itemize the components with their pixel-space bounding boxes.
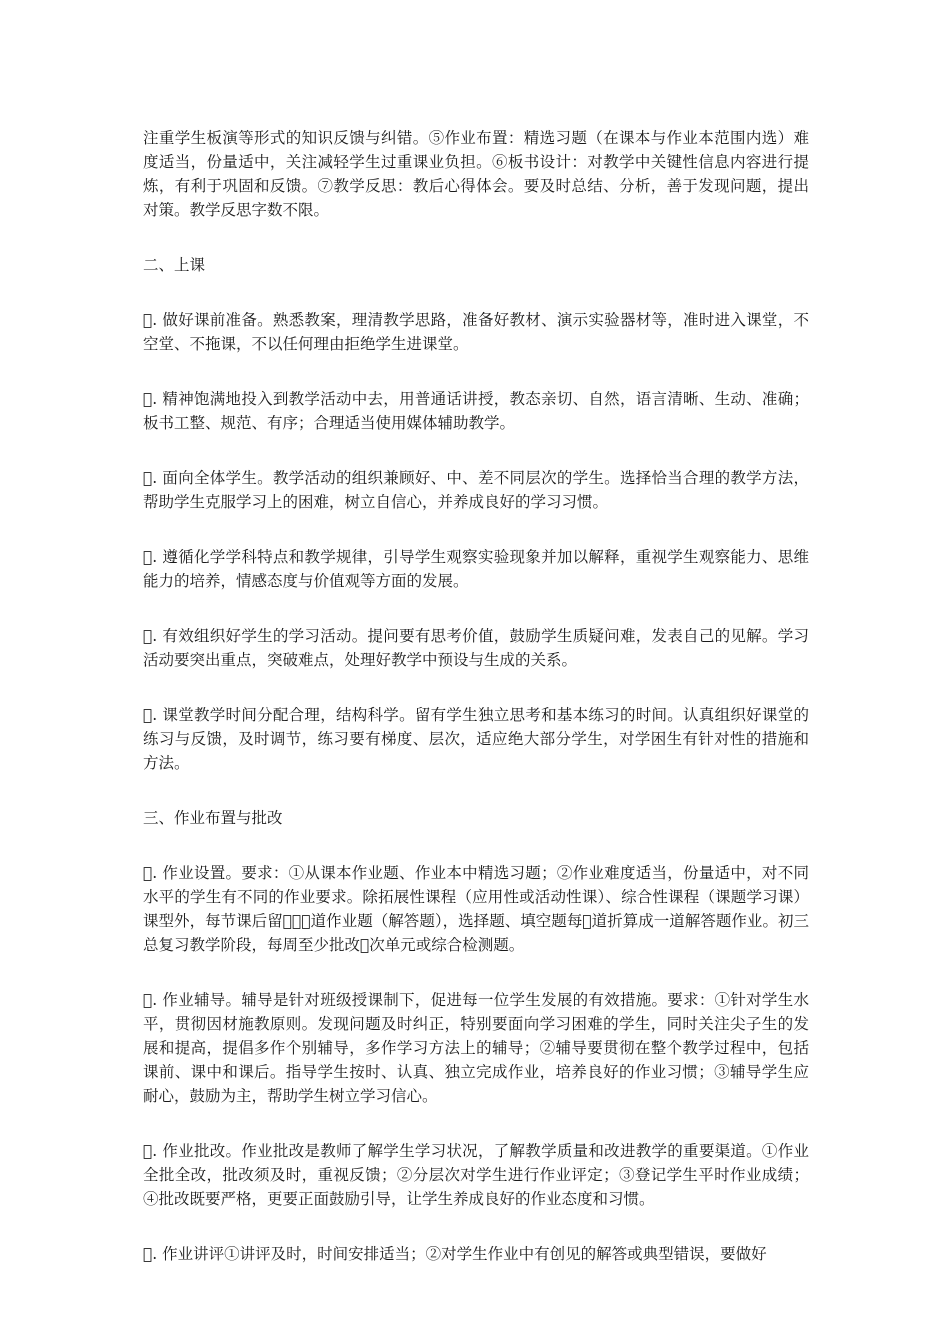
spacer — [143, 514, 809, 545]
list-item: 󰁔. 作业批改。作业批改是教师了解学生学习状况，了解教学质量和改进教学的重要渠道。①作业全批全改，批改须及时，重视反馈；②分层次对学生进行作业评定；③登记学生平时作业成绩；④批改既要严格，更要正面鼓励引导，让学生养成良好的作业态度和习惯。 — [143, 1142, 809, 1208]
document-page — [143, 126, 809, 1266]
section-heading-teaching: 二、上课 — [143, 256, 206, 274]
spacer — [143, 277, 809, 308]
spacer — [143, 672, 809, 703]
list-item: 󰁖. 有效组织好学生的学习活动。提问要有思考价值，鼓励学生质疑问难，发表自己的见解。学习活动要突出重点，突破难点，处理好教学中预设与生成的关系。 — [143, 627, 809, 669]
spacer — [143, 1211, 809, 1242]
list-item: 󰁕. 遵循化学学科特点和教学规律，引导学生观察实验现象并加以解释，重视学生观察能力、思维能力的培养，情感态度与价值观等方面的发展。 — [143, 548, 809, 590]
spacer — [143, 957, 809, 988]
list-item: 󰁒. 作业设置。要求：①从课本作业题、作业本中精选习题；②作业难度适当，份量适中，对不同水平的学生有不同的作业要求。除拓展性课程（应用性或活动性课）、综合性课程（课题学习课）课型外，每节课后留󰁓󰀍󰁔道作业题（解答题），选择题、填空题每󰁓道折算成一道解答题作业。初三总复习教学阶段，每周至少批改󰁒次单元或综合检测题。 — [143, 864, 809, 954]
spacer — [143, 435, 809, 466]
intro-paragraph: 注重学生板演等形式的知识反馈与纠错。⑤作业布置：精选习题（在课本与作业本范围内选）难度适当，份量适中，关注减轻学生过重课业负担。⑥板书设计：对教学中关键性信息内容进行提炼，有利于巩固和反馈。⑦教学反思：教后心得体会。要及时总结、分析，善于发现问题，提出对策。教学反思字数不限。 — [143, 129, 809, 219]
spacer — [143, 1108, 809, 1139]
spacer — [143, 830, 809, 861]
list-item: 󰁓. 作业辅导。辅导是针对班级授课制下，促进每一位学生发展的有效措施。要求：①针对学生水平，贯彻因材施教原则。发现问题及时纠正，特别要面向学习困难的学生，同时关注尖子生的发展和提高，提倡多作个别辅导，多作学习方法上的辅导；②辅导要贯彻在整个教学过程中，包括课前、课中和课后。指导学生按时、认真、独立完成作业，培养良好的作业习惯；③辅导学生应耐心，鼓励为主，帮助学生树立学习信心。 — [143, 991, 809, 1105]
list-item: 󰁔. 面向全体学生。教学活动的组织兼顾好、中、差不同层次的学生。选择恰当合理的教学方法，帮助学生克服学习上的困难，树立自信心，并养成良好的学习习惯。 — [143, 469, 809, 511]
list-item: 󰁒. 做好课前准备。熟悉教案，理清教学思路，准备好教材、演示实验器材等，准时进入课堂，不空堂、不拖课，不以任何理由拒绝学生进课堂。 — [143, 311, 809, 353]
list-item: 󰁓. 精神饱满地投入到教学活动中去，用普通话讲授，教态亲切、自然，语言清晰、生动、准确；板书工整、规范、有序；合理适当使用媒体辅助教学。 — [143, 390, 809, 432]
spacer — [143, 593, 809, 624]
spacer — [143, 356, 809, 387]
list-item: 󰁕. 作业讲评①讲评及时，时间安排适当；②对学生作业中有创见的解答或典型错误，要做好 — [143, 1245, 767, 1263]
spacer — [143, 775, 809, 806]
spacer — [143, 222, 809, 253]
section-heading-homework: 三、作业布置与批改 — [143, 809, 283, 827]
list-item: 󰁗. 课堂教学时间分配合理，结构科学。留有学生独立思考和基本练习的时间。认真组织好课堂的练习与反馈，及时调节，练习要有梯度、层次，适应绝大部分学生，对学困生有针对性的措施和方法。 — [143, 706, 809, 772]
